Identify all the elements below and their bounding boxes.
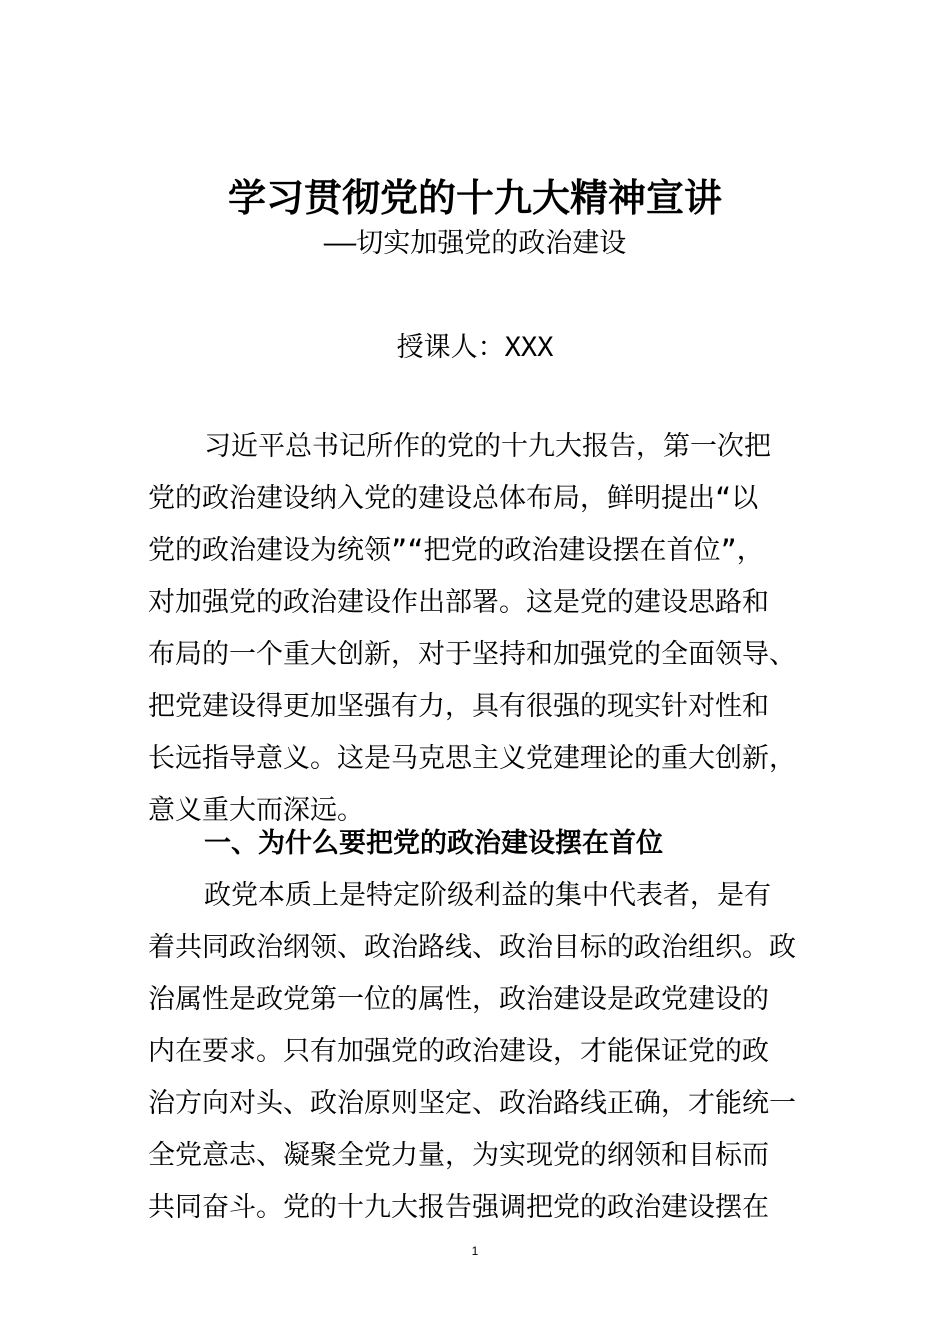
section-heading: 一、为什么要把党的政治建设摆在首位 [204,828,663,859]
paragraph-line: 意义重大而深远。 [148,795,364,826]
paragraph-line: 治方向对头、政治原则坚定、政治路线正确，才能统一 [148,1088,796,1119]
paragraph-line: 长远指导意义。这是马克思主义党建理论的重大创新， [148,743,796,774]
paragraph-line: 治属性是政党第一位的属性，政治建设是政党建设的 [148,984,769,1015]
page-number: 1 [471,1244,479,1258]
paragraph-line: 内在要求。只有加强党的政治建设，才能保证党的政 [148,1036,769,1067]
paragraph-line: 党的政治建设纳入党的建设总体布局，鲜明提出“以 [148,483,759,514]
paragraph-line: 共同奋斗。党的十九大报告强调把党的政治建设摆在 [148,1192,769,1223]
lecturer-line: 授课人：XXX [396,332,554,363]
document-subtitle: ——切实加强党的政治建设 [323,228,627,259]
paragraph-line: 对加强党的政治建设作出部署。这是党的建设思路和 [148,587,769,618]
paragraph-line: 把党建设得更加坚强有力，具有很强的现实针对性和 [148,691,769,722]
paragraph-line: 政党本质上是特定阶级利益的集中代表者，是有 [204,880,771,911]
paragraph-line: 着共同政治纲领、政治路线、政治目标的政治组织。政 [148,932,796,963]
paragraph-line: 党的政治建设为统领”“把党的政治建设摆在首位”， [148,535,764,566]
paragraph-line: 习近平总书记所作的党的十九大报告，第一次把 [204,431,771,462]
paragraph-line: 布局的一个重大创新，对于坚持和加强党的全面领导、 [148,639,796,670]
paragraph-intro [148,421,806,837]
paragraph-section-one [148,870,806,1234]
paragraph-line: 全党意志、凝聚全党力量，为实现党的纲领和目标而 [148,1140,769,1171]
document-title: 学习贯彻党的十九大精神宣讲 [227,175,722,220]
